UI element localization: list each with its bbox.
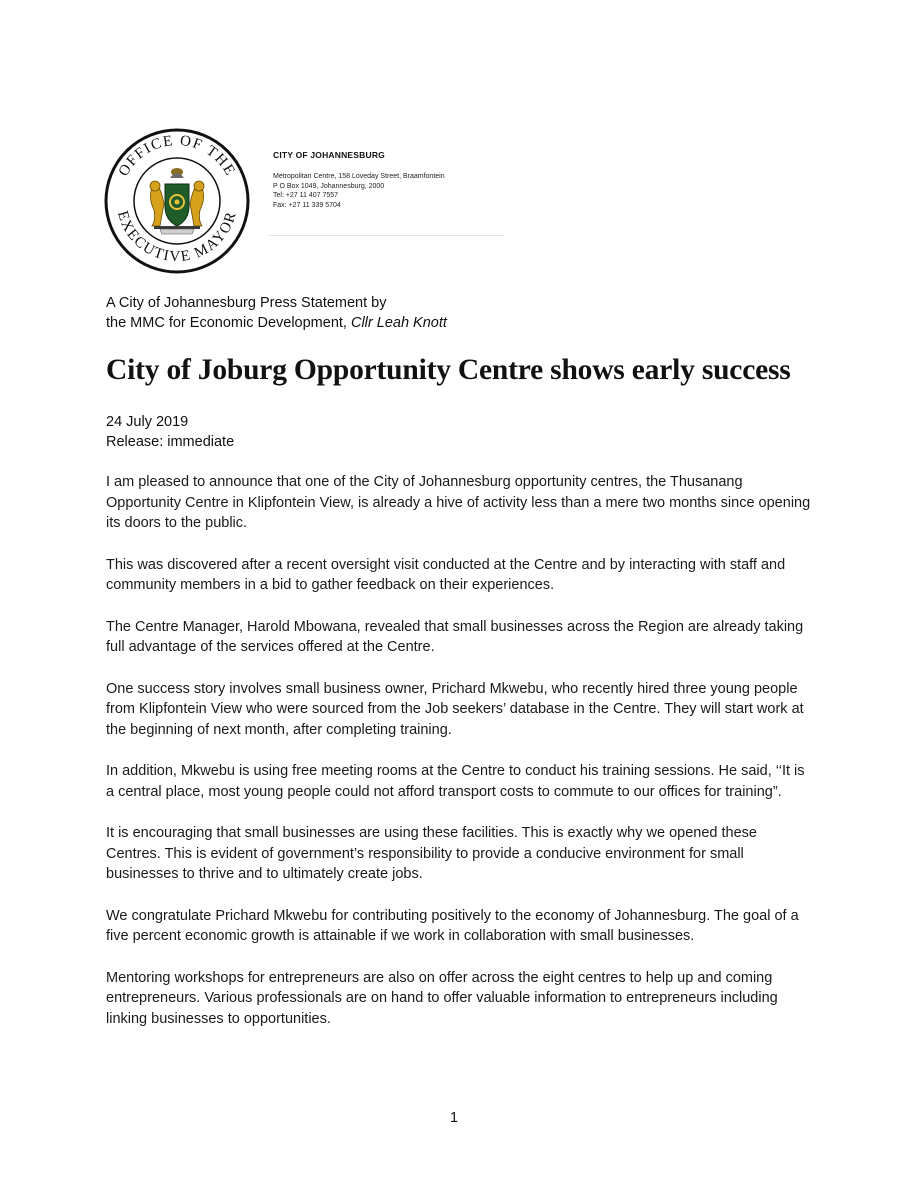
- letterhead: [268, 150, 504, 236]
- byline-line-2: [106, 313, 447, 333]
- body-paragraph: We congratulate Prichard Mkwebu for contributing positively to the economy of Johannesburg. The goal of a five percent economic growth is attainable if we work in collaboration with small businesses.: [106, 907, 799, 944]
- press-release-headline: City of Joburg Opportunity Centre shows early success: [106, 354, 791, 386]
- organization-name: CITY OF JOHANNESBURG: [273, 150, 385, 160]
- body-paragraph: The Centre Manager, Harold Mbowana, revealed that small businesses across the Region are already taking full advantage of the services offered at the Centre.: [106, 618, 804, 655]
- seal-graphic: [104, 128, 250, 274]
- body-paragraph: Mentoring workshops for entrepreneurs are also on offer across the eight centres to help up and coming entrepreneurs. Various professionals are on hand to offer valuable information to entrepreneurs including linking businesses to opportunities.: [106, 969, 778, 1027]
- svg-text:EXECUTIVE MAYOR: EXECUTIVE MAYOR: [114, 209, 240, 266]
- byline-line-1: A City of Johannesburg Press Statement by: [106, 295, 387, 311]
- release-date: 24 July 2019: [106, 414, 189, 430]
- telephone-line: Tel: +27 11 407 7557: [273, 192, 339, 199]
- press-release-body: [106, 472, 811, 1050]
- body-paragraph: I am pleased to announce that one of the City of Johannesburg opportunity centres, the Thusanang Opportunity Centre in Klipfontein View, is already a hive of activity less than a mere two months since opening its doors to the public.: [106, 474, 811, 531]
- address-line: Metropolitan Centre, 158 Loveday Street, Braamfontein: [273, 173, 445, 180]
- body-paragraph: It is encouraging that small businesses are using these facilities. This is exactly why we opened these Centres. This is evident of government’s responsibility to provide a conducive environment for small businesses to thrive and to ultimately create jobs.: [106, 825, 757, 882]
- byline-title: the MMC for Economic Development,: [106, 315, 351, 331]
- page-number: 1: [449, 1110, 459, 1126]
- dateline: [106, 412, 234, 452]
- po-box-line: P O Box 1049, Johannesburg, 2000: [273, 182, 385, 190]
- body-paragraph: One success story involves small business owner, Prichard Mkwebu, who recently hired three young people from Klipfontein View who were sourced from the Job seekers’ database in the Centre. They will start work at the beginning of next month, after completing training.: [106, 680, 804, 738]
- fax-line: Fax: +27 11 339 5704: [273, 201, 341, 209]
- body-paragraph: In addition, Mkwebu is using free meeting rooms at the Centre to conduct his training sessions. He said, ‘‘It is a central place, most young people could not afford transport costs to commute to our offices for training”.: [106, 763, 805, 800]
- byline-official-name: Cllr Leah Knott: [350, 315, 447, 331]
- executive-mayor-seal: [104, 128, 250, 274]
- body-paragraph: This was discovered after a recent oversight visit conducted at the Centre and by interacting with staff and community members in a bid to gather feedback on their experiences.: [106, 556, 786, 593]
- svg-text:OFFICE OF THE: OFFICE OF THE: [115, 132, 239, 180]
- coat-of-arms-icon: [150, 168, 204, 234]
- byline: [106, 293, 447, 333]
- release-status: Release: immediate: [106, 434, 235, 450]
